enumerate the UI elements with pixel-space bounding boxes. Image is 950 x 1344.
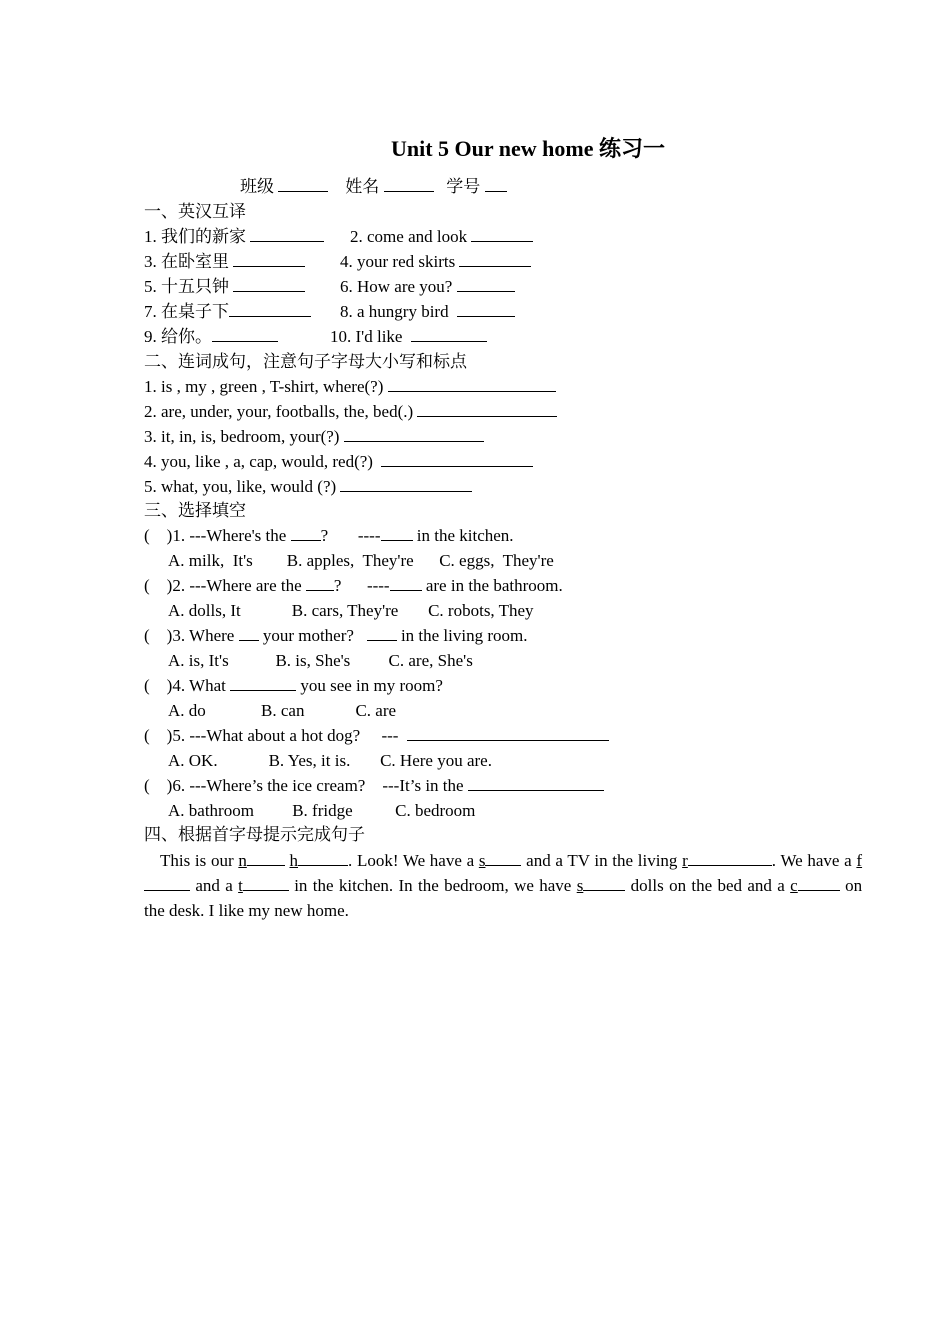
translation-item: 9. 给你。 <box>144 327 212 346</box>
question-stem <box>144 524 514 548</box>
answer-blank <box>798 874 840 891</box>
worksheet-title: Unit 5 Our new home 练习一 <box>391 136 665 161</box>
translation-item: 2. come and look <box>350 227 468 246</box>
answer-blank <box>417 400 557 417</box>
name-label: 姓名 <box>345 177 380 196</box>
option-a: A. is, It's <box>168 651 229 670</box>
stem-text: are in the bathroom. <box>425 576 563 595</box>
option-c: C. bedroom <box>395 801 476 820</box>
sentence-row <box>144 475 472 499</box>
hint-letter: t <box>238 876 243 895</box>
cloze-text <box>144 848 862 923</box>
translation-row <box>330 325 487 349</box>
question-stem <box>144 624 527 648</box>
option-a: A. do <box>168 701 206 720</box>
stem-text: ? <box>333 576 342 595</box>
hint-letter: r <box>682 851 688 870</box>
answer-blank <box>407 724 609 741</box>
question-stem <box>144 574 563 598</box>
translation-item: 5. 十五只钟 <box>144 277 229 296</box>
cloze-fragment: We have a <box>780 851 852 870</box>
cloze-fragment: dolls on the bed and a <box>630 876 785 895</box>
stem-text: in the kitchen. <box>416 526 514 545</box>
sentence-words: 1. is , my , green , T-shirt, where(?) <box>144 377 384 396</box>
hint-letter: s <box>576 876 584 895</box>
answer-blank <box>388 375 556 392</box>
stem-text: --- <box>381 726 399 745</box>
stem-text: ---- <box>357 526 381 545</box>
option-c: C. are, She's <box>388 651 473 670</box>
answer-paren: ( <box>144 526 150 545</box>
question-stem <box>144 724 609 748</box>
option-a: A. OK. <box>168 751 218 770</box>
section1-heading: 一、英汉互译 <box>144 202 246 221</box>
hint-letter: h <box>289 851 299 870</box>
answer-blank <box>381 524 413 541</box>
stem-text: )6. ---Where’s the ice cream? <box>166 776 366 795</box>
cloze-fragment: . <box>771 851 777 870</box>
stem-text: )2. ---Where are the <box>166 576 302 595</box>
sentence-row <box>144 375 556 399</box>
cloze-fragment: This is our <box>160 851 234 870</box>
option-c: C. robots, They <box>428 601 534 620</box>
translation-item: 7. 在桌子下 <box>144 302 229 321</box>
option-b: B. is, She's <box>275 651 351 670</box>
section2-heading: 二、连词成句，注意句子字母大小写和标点 <box>144 352 467 371</box>
translation-row <box>340 275 515 299</box>
option-a: A. milk, It's <box>168 551 253 570</box>
cloze-paragraph <box>144 848 862 923</box>
number-blank <box>485 175 507 192</box>
answer-blank <box>144 874 190 891</box>
answer-blank <box>243 874 289 891</box>
answer-blank <box>381 450 533 467</box>
stem-text: your mother? <box>262 626 354 645</box>
section3-heading: 三、选择填空 <box>144 501 246 520</box>
stem-text: )3. Where <box>166 626 235 645</box>
stem-text: )1. ---Where's the <box>166 526 287 545</box>
stem-text: ? <box>320 526 329 545</box>
question-options <box>168 549 554 573</box>
stem-text: )5. ---What about a hot dog? <box>166 726 361 745</box>
question-options <box>168 649 473 673</box>
answer-blank <box>468 774 604 791</box>
option-a: A. dolls, It <box>168 601 241 620</box>
answer-paren: ( <box>144 676 150 695</box>
translation-item: 10. I'd like <box>330 327 403 346</box>
translation-row <box>144 275 305 299</box>
sentence-words: 5. what, you, like, would (?) <box>144 477 337 496</box>
stem-text: in the living room. <box>400 626 528 645</box>
cloze-fragment: and a <box>195 876 233 895</box>
sentence-words: 3. it, in, is, bedroom, your(?) <box>144 427 340 446</box>
sentence-row <box>144 400 557 424</box>
cloze-fragment: on the desk. I like my new home. <box>144 876 863 920</box>
answer-blank <box>457 275 515 292</box>
question-options <box>168 749 492 773</box>
section4-heading: 四、根据首字母提示完成句子 <box>144 825 365 844</box>
answer-blank <box>411 325 487 342</box>
translation-item: 3. 在卧室里 <box>144 252 229 271</box>
translation-row <box>350 225 533 249</box>
hint-letter: s <box>478 851 486 870</box>
answer-blank <box>291 524 321 541</box>
stem-text: ---It’s in the <box>382 776 464 795</box>
option-a: A. bathroom <box>168 801 254 820</box>
sentence-words: 2. are, under, your, footballs, the, bed(.) <box>144 402 414 421</box>
answer-paren: ( <box>144 776 150 795</box>
answer-blank <box>390 574 422 591</box>
answer-blank <box>367 624 397 641</box>
stem-text: )4. What <box>166 676 226 695</box>
class-label: 班级 <box>240 177 274 196</box>
answer-blank <box>233 275 305 292</box>
answer-blank <box>212 325 278 342</box>
option-c: C. are <box>355 701 397 720</box>
cloze-fragment: in the kitchen. In the bedroom, we have <box>294 876 572 895</box>
question-options <box>168 799 475 823</box>
hint-letter: n <box>238 851 247 870</box>
answer-blank <box>250 225 324 242</box>
translation-item: 1. 我们的新家 <box>144 227 246 246</box>
sentence-row <box>144 425 484 449</box>
option-b: B. apples, They're <box>286 551 414 570</box>
answer-blank <box>459 250 531 267</box>
answer-blank <box>229 300 311 317</box>
sentence-row <box>144 450 533 474</box>
option-b: B. cars, They're <box>291 601 399 620</box>
answer-paren: ( <box>144 626 150 645</box>
sentence-words: 4. you, like , a, cap, would, red(?) <box>144 452 373 471</box>
class-blank <box>278 175 328 192</box>
answer-blank <box>688 849 772 866</box>
option-b: B. Yes, it is. <box>268 751 351 770</box>
translation-item: 8. a hungry bird <box>340 302 449 321</box>
answer-paren: ( <box>144 576 150 595</box>
translation-item: 6. How are you? <box>340 277 453 296</box>
translation-row <box>144 250 305 274</box>
cloze-fragment: and a TV in the living <box>526 851 678 870</box>
answer-blank <box>344 425 484 442</box>
number-label: 学号 <box>446 177 481 196</box>
question-stem <box>144 774 604 798</box>
answer-blank <box>230 674 296 691</box>
answer-blank <box>239 624 259 641</box>
answer-blank <box>485 849 521 866</box>
translation-row <box>144 325 278 349</box>
answer-blank <box>340 475 472 492</box>
hint-letter: c <box>790 876 798 895</box>
answer-blank <box>298 849 348 866</box>
name-blank <box>384 175 434 192</box>
answer-blank <box>471 225 533 242</box>
question-stem <box>144 674 443 698</box>
translation-row <box>144 300 311 324</box>
translation-row <box>340 300 515 324</box>
answer-blank <box>583 874 625 891</box>
answer-blank <box>306 574 334 591</box>
hint-letter: f <box>856 851 863 870</box>
cloze-fragment: . Look! We have a <box>348 851 475 870</box>
stem-text: ---- <box>366 576 390 595</box>
option-c: C. eggs, They're <box>439 551 554 570</box>
answer-blank <box>247 849 285 866</box>
translation-item: 4. your red skirts <box>340 252 456 271</box>
answer-blank <box>457 300 515 317</box>
option-c: C. Here you are. <box>380 751 492 770</box>
stem-text: you see in my room? <box>300 676 443 695</box>
question-options <box>168 599 534 623</box>
answer-blank <box>233 250 305 267</box>
question-options <box>168 699 396 723</box>
translation-row <box>340 250 531 274</box>
option-b: B. fridge <box>292 801 353 820</box>
answer-paren: ( <box>144 726 150 745</box>
translation-row <box>144 225 324 249</box>
student-info-line <box>240 175 507 199</box>
option-b: B. can <box>261 701 305 720</box>
